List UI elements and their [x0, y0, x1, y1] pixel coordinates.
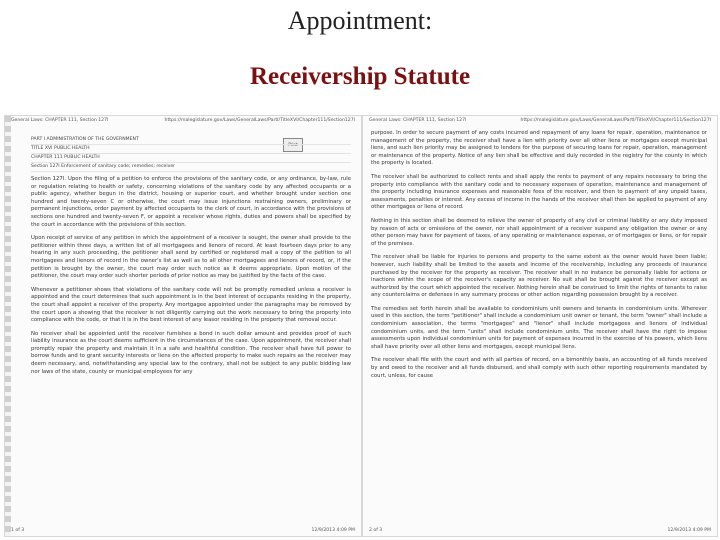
page-body — [371, 130, 707, 520]
nav-title: TITLE XVI PUBLIC HEALTH — [31, 145, 351, 154]
header-left: General Laws: CHAPTER 111, Section 127I — [369, 118, 467, 123]
paragraph: The receiver shall be authorized to collect rents and shall apply the rents to payment of any repairs necessary to bring the property into compliance with the sanitary code and to necessary expenses of operation, maintenance and management of the property including insurance expenses and reasonable fees of the receiver, and then to payment of any unpaid taxes, assessments, penalties or interest. Any excess of income in the hands of the receiver shall then be applied to payment of any other mortgages or liens of record. — [371, 173, 707, 211]
paragraph: No receiver shall be appointed until the receiver furnishes a bond in such dollar amount and provides proof of such liability insurance as the court deems sufficient in the circumstances of the case. Upon appointment, the receiver shall promptly repair the property and maintain it in a safe and healthful condition. The receiver shall have full power to borrow funds and to grant security interests or liens on the affected property to make such repairs as the receiver may deem necessary, and, notwithstanding any special law to the contrary, shall not be subject to any public bidding law nor laws of the state, county or municipal employees for any — [31, 330, 351, 375]
breadcrumb — [31, 136, 351, 172]
print-date: 12/9/2013 4:09 PM — [667, 528, 711, 533]
print-date: 12/9/2013 4:09 PM — [311, 528, 355, 533]
header-url: https://malegislature.gov/Laws/GeneralLaws/PartI/TitleXVI/Chapter111/Section127I — [520, 118, 711, 123]
header-left: General Laws: CHAPTER 111, Section 127I — [11, 118, 109, 123]
paragraph: Nothing in this section shall be deemed to relieve the owner of property of any civil or criminal liability or any duty imposed by reason of acts or omissions of the owner, nor shall appointment of a receiver suspend any obligation the owner or any other person may have for payment of taxes, of any operating or maintenance expense, or of mortgages or liens, or for repair of the premises. — [371, 217, 707, 247]
paragraph: Section 127I. Upon the filing of a petition to enforce the provisions of the sanitary code, or any ordinance, by-law, rule or regulation relating to health or safety, concerning violations of the sanitary code by any affected occupants or a public agency, whether begun in the district, housing or superior court, and whether brought under section one hundred and twenty-seven C or otherwise, the court may issue injunctions restraining owners, preliminary or permanent injunctions, order payment by affected occupants to the clerk of court, in accordance with the provisions of sections one hundred and twenty-seven F, or appoint a receiver whose rights, duties and powers shall be specified by the court in accordance with the provisions of this section. — [31, 176, 351, 228]
nav-part: PART I ADMINISTRATION OF THE GOVERNMENT — [31, 136, 351, 145]
nav-section: Section 127I Enforcement of sanitary code; remedies; receiver — [31, 163, 351, 172]
print-icon: Print — [283, 138, 303, 152]
slide-subtitle: Receivership Statute — [249, 63, 471, 90]
paragraph: The receiver shall be liable for injuries to persons and property to the same extent as the owner would have been liable; however, such liability shall be limited to the assets and income of the receivership, including any proceeds of insurance purchased by the receiver for the property as receiver. The receiver shall in no instance be personally liable for actions or inactions within the scope of the receiver's capacity as receiver. No suit shall be brought against the receiver except as authorized by the court which appointed the receiver. Nothing herein shall be construed to limit the rights of tenants to raise any counterclaims or defenses in any summary process or other action regarding possession brought by a receiver. — [371, 254, 707, 299]
left-document-page — [4, 115, 362, 537]
paragraph: Whenever a petitioner shows that violations of the sanitary code will not be promptly remedied unless a receiver is appointed and the court determines that such appointment is in the best interest of occupants residing in the property, the court shall appoint a receiver of the property. Any mortgagee appointed under the paragraphs may be removed by the court upon a showing that the receiver is not diligently carrying out the work necessary to bring the property into compliance with the code, or that it is in the best interest of any leasor residing in the property that removal occur. — [31, 286, 351, 324]
paragraph: purpose. In order to secure payment of any costs incurred and repayment of any loans for repair, operation, maintenance or management of the property, the receiver shall have a lien with priority over all other liens or mortgages except municipal liens, and such lien priority may be assigned to lenders for the purpose of securing loans for repair, operation, management or maintenance of the property. Notice of any lien shall be effective and duly recorded in the registry for the county in which the property is located. — [371, 130, 707, 167]
page-header — [11, 118, 355, 123]
paragraph: Upon receipt of service of any petition in which the appointment of a receiver is sought, the owner shall provide to the petitioner within three days, a written list of all mortgagees and lienors of record. At least fourteen days prior to any hearing in any such proceeding, the petitioner shall send by certified or registered mail a copy of the petition to all mortgagees and lienors of record in the owner's list as well as to all other mortgagees and lienors of record, or, if the petition is brought by the owner, the court may order such notice as it deems appropriate. Upon motion of the petitioner, the court may order such shorter periods of prior notice as may be justified by the facts of the case. — [31, 235, 351, 280]
paragraph: The remedies set forth herein shall be available to condominium unit owners and tenants in condominium units. Wherever used in this section, the term "petitioner" shall include a condominium unit owner or tenant, the term "owner" shall include a condominium association, the terms "mortgagee" and "lienor" shall include mortgagees and lienors of individual condominium units, and the term "units" shall include condominium units. The receiver shall have the right to impose assessments upon individual condominium units for payment of expenses incurred in the exercise of his powers, which liens shall have priority over all other liens and mortgages, except municipal liens. — [371, 305, 707, 350]
page-footer — [369, 528, 711, 533]
page-number: 2 of 3 — [369, 528, 383, 533]
page-number: 1 of 3 — [11, 528, 25, 533]
header-url: https://malegislature.gov/Laws/GeneralLaws/PartI/TitleXVI/Chapter111/Section127I — [164, 118, 355, 123]
scan-edge — [5, 116, 11, 536]
page-body — [31, 130, 351, 520]
right-document-page — [362, 115, 718, 537]
page-header — [369, 118, 711, 123]
nav-chapter: CHAPTER 111 PUBLIC HEALTH — [31, 154, 351, 163]
paragraph: The receiver shall file with the court and with all parties of record, on a bimonthly basis, an accounting of all funds received by and owed to the receiver and all funds disbursed, and shall comply with such other reporting requirements mandated by court, unless, for cause — [371, 357, 707, 379]
page-footer — [11, 528, 355, 533]
slide-title: Appointment: — [287, 6, 433, 35]
